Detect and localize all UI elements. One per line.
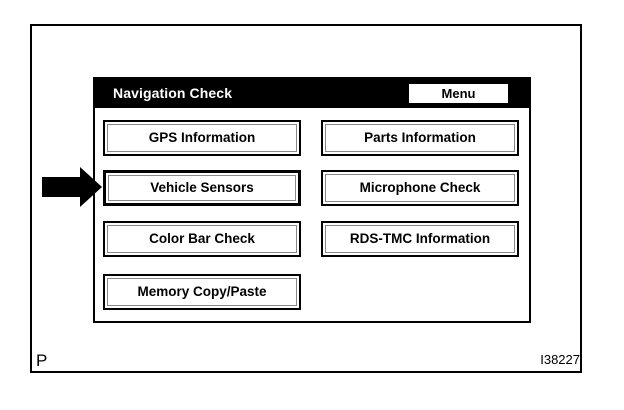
color-bar-check-button[interactable]: Color Bar Check (103, 221, 301, 257)
microphone-check-button[interactable]: Microphone Check (321, 170, 519, 206)
gps-information-button[interactable]: GPS Information (103, 120, 301, 156)
figure-corner-mark: P (36, 351, 48, 370)
memory-copy-paste-button[interactable]: Memory Copy/Paste (103, 274, 301, 310)
parts-information-button[interactable]: Parts Information (321, 120, 519, 156)
figure-number: I38227 (540, 352, 580, 367)
title-bar (95, 79, 529, 108)
pointer-arrow-icon (42, 167, 102, 207)
menu-button[interactable]: Menu (408, 83, 509, 104)
screen-title: Navigation Check (113, 85, 233, 101)
vehicle-sensors-button[interactable]: Vehicle Sensors (103, 170, 301, 206)
navigation-check-screen (93, 77, 531, 323)
rds-tmc-information-button[interactable]: RDS-TMC Information (321, 221, 519, 257)
